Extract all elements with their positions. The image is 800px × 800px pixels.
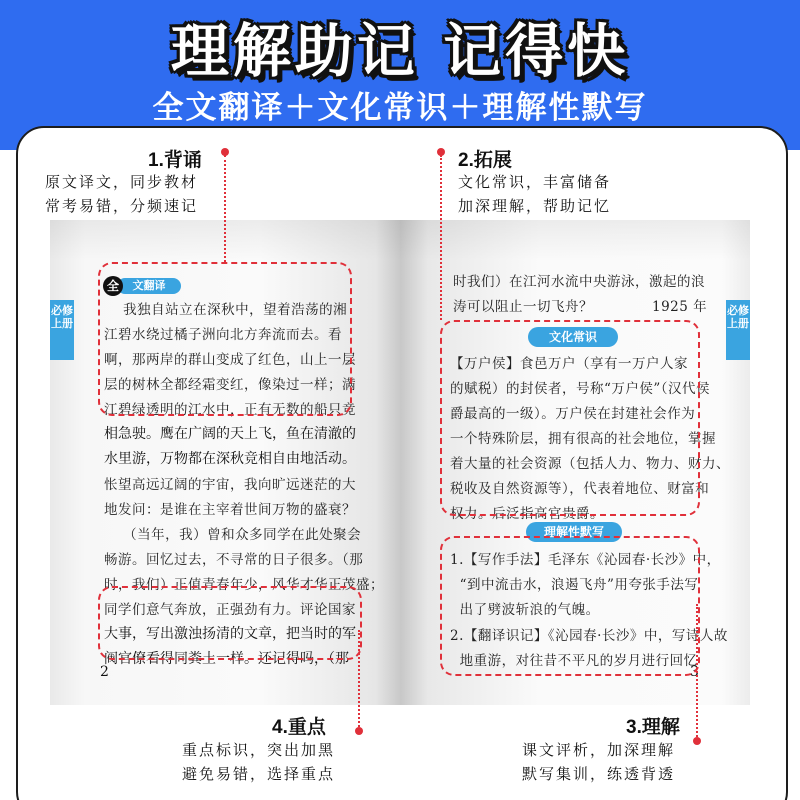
left-line-6: 相急驶。鹰在广阔的天上飞，鱼在清澈的 (104, 426, 356, 442)
left-line-9: 地发问：是谁在主宰着世间万物的盛衰？ (104, 502, 356, 518)
focus-line-1: 重点标识，突出加黑 (182, 741, 336, 759)
page-shadow (50, 220, 750, 260)
culture-line-7: 权力。后泛指高官贵爵。 (450, 506, 604, 522)
understand-title: 3.理解 (626, 717, 680, 738)
dictation-line-2: “到中流击水，浪遏飞舟”用夸张手法写 (450, 577, 699, 593)
banner-title: 理解助记 记得快 (170, 17, 630, 85)
culture-line-2: 的赋税）的封侯者，号称“万户侯”（汉代侯 (450, 381, 711, 397)
dictation-line-3: 出了劈波斩浪的气魄。 (450, 602, 600, 618)
expand-connector (440, 155, 442, 320)
focus-connector (358, 630, 360, 730)
left-line-12: 时，我们）正值青春年少，风华才华正茂盛； (104, 577, 384, 593)
left-line-7: 水里游，万物都在深秋竞相自由地活动。 (104, 451, 356, 467)
understand-marker-dot (693, 737, 701, 745)
right-page-number: 3 (690, 664, 699, 680)
left-line-2: 江碧水绕过橘子洲向北方奔流而去。看 (104, 327, 342, 343)
focus-line-2: 避免易错，选择重点 (182, 765, 336, 783)
left-line-14: 大事，写出激浊扬清的文章，把当时的军 (104, 626, 356, 642)
recite-title: 1.背诵 (148, 150, 202, 171)
left-line-10: （当年，我）曾和众多同学在此处聚会 (104, 527, 362, 543)
left-line-11: 畅游。回忆过去，不寻常的日子很多。（那 (104, 552, 364, 568)
badge-label: 文翻译 (117, 278, 181, 294)
focus-title: 4.重点 (272, 717, 326, 738)
focus-highlight-frame (98, 586, 362, 660)
culture-pill: 文化常识 (528, 327, 618, 347)
banner-subtitle: 全文翻译＋文化常识＋理解性默写 (152, 90, 648, 126)
focus-marker-dot (355, 727, 363, 735)
culture-line-4: 一个特殊阶层，拥有很高的社会地位，掌握 (450, 431, 716, 447)
understand-line-1: 课文评析，加深理解 (522, 741, 676, 759)
right-top-line-2: 涛可以阻止一切飞舟？ (453, 299, 593, 315)
left-line-5: 江碧绿透明的江水中，正有无数的船只竞 (104, 402, 356, 418)
dictation-line-4: 2.【翻译识记】《沁园春·长沙》中，写诗人故 (450, 628, 728, 644)
left-line-1: 我独自站立在深秋中，望着浩荡的湘 (104, 302, 348, 318)
dictation-highlight-frame (440, 536, 700, 676)
right-top-line-1: 时我们）在江河水流中央游泳，激起的浪 (453, 274, 705, 290)
recite-line-2: 常考易错，分频速记 (45, 197, 199, 215)
left-line-8: 怅望高远辽阔的宇宙，我向旷远迷茫的大 (104, 477, 356, 493)
expand-line-1: 文化常识，丰富储备 (458, 173, 612, 191)
left-page-tab: 必修上册 (50, 300, 74, 360)
dictation-line-1: 1.【写作手法】毛泽东《沁园春·长沙》中， (450, 552, 721, 568)
recite-connector (224, 155, 226, 262)
dictation-pill: 理解性默写 (526, 522, 622, 542)
left-line-15: 阀官僚看得同粪土一样。还记得吗，（那 (104, 651, 349, 667)
understand-connector (696, 604, 698, 740)
dictation-line-5: 地重游，对往昔不平凡的岁月进行回忆 (450, 653, 698, 669)
right-year: 1925 年 (652, 299, 708, 315)
culture-line-6: 税收及自然资源等），代表着地位、财富和 (450, 481, 710, 497)
culture-line-3: 爵最高的一级）。万户侯在封建社会作为 (450, 406, 696, 422)
recite-line-1: 原文译文，同步教材 (45, 173, 199, 191)
recite-highlight-frame (98, 262, 352, 416)
culture-line-5: 着大量的社会资源（包括人力、物力、财力、 (450, 456, 730, 472)
left-page-number: 2 (100, 664, 109, 680)
left-line-4: 层的树林全都经霜变红，像染过一样；满 (104, 377, 356, 393)
right-page-tab: 必修上册 (726, 300, 750, 360)
understand-line-2: 默写集训，练透背透 (522, 765, 676, 783)
culture-highlight-frame (440, 320, 700, 516)
left-line-3: 啊，那两岸的群山变成了红色，山上一层 (104, 352, 356, 368)
left-line-13: 同学们意气奔放，正强劲有力。评论国家 (104, 602, 356, 618)
expand-title: 2.拓展 (458, 150, 512, 171)
badge-mark: 全 (103, 276, 123, 296)
expand-line-2: 加深理解，帮助记忆 (458, 197, 612, 215)
culture-line-1: 【万户侯】食邑万户（享有一万户人家 (450, 356, 688, 372)
